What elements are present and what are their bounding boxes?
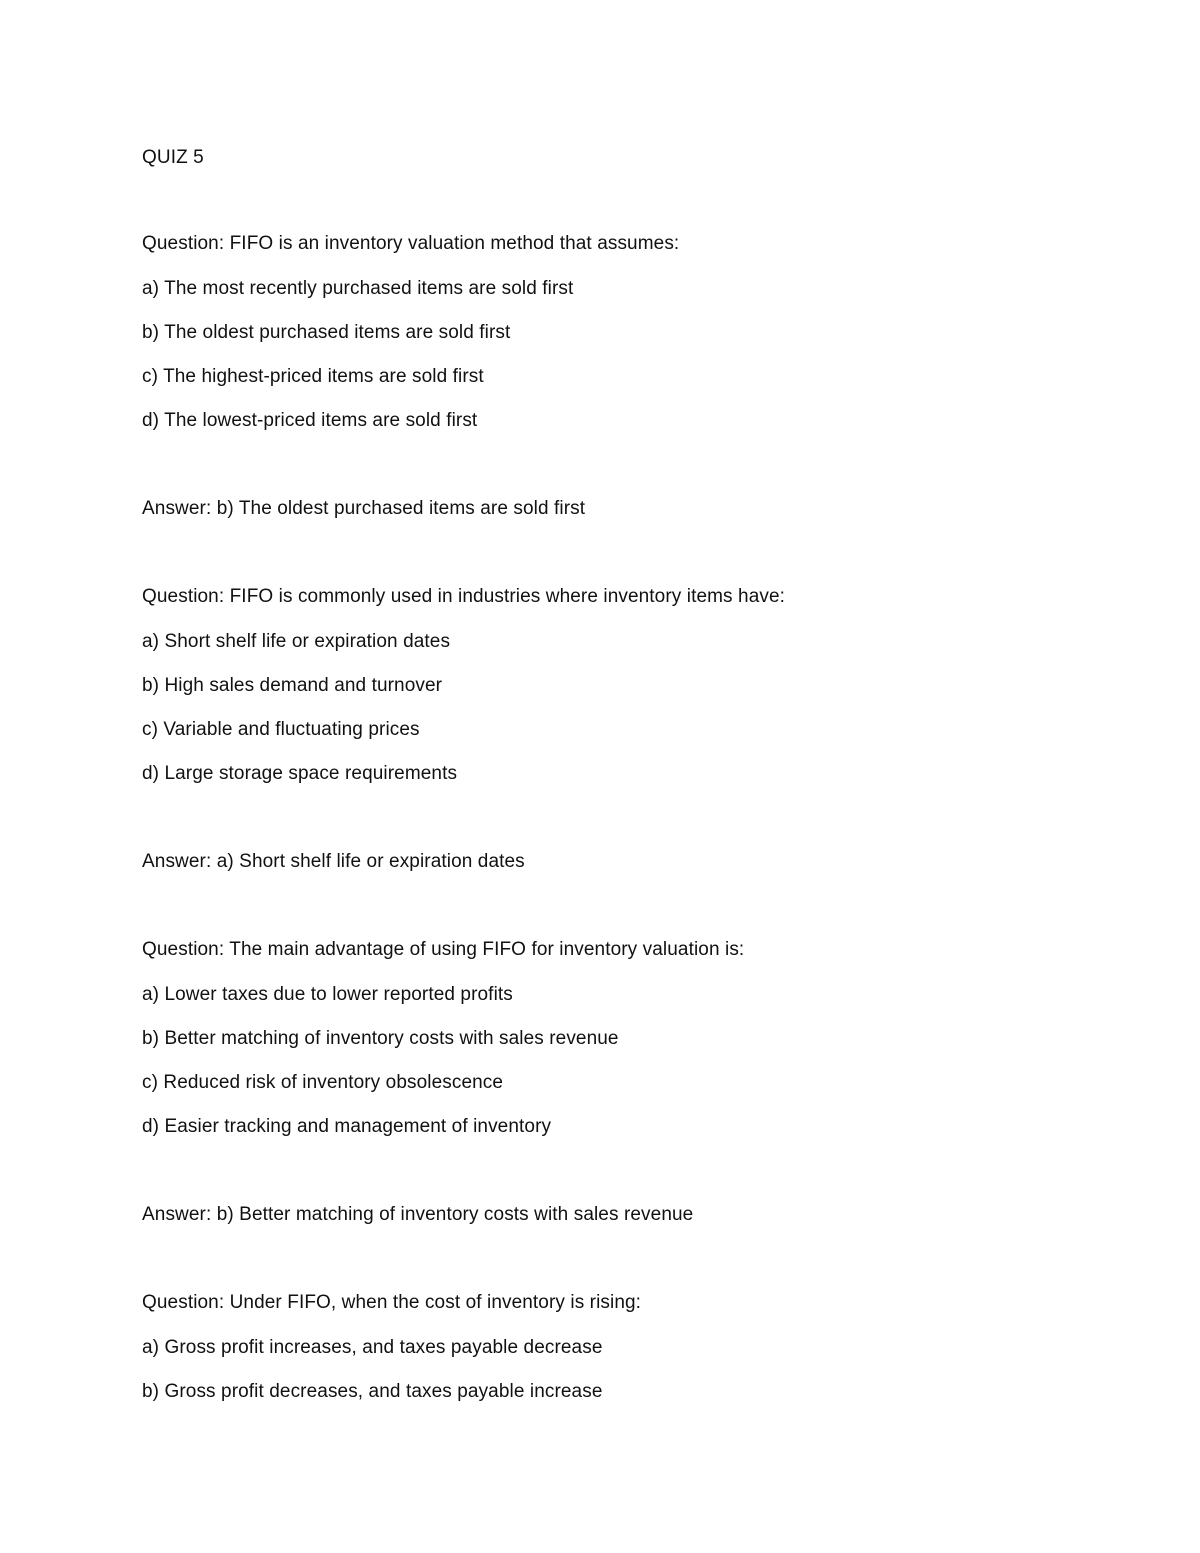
question-1-option-c: c) The highest-priced items are sold first (142, 366, 484, 387)
question-3-option-b: b) Better matching of inventory costs with sales revenue (142, 1028, 619, 1049)
question-4-option-a: a) Gross profit increases, and taxes payable decrease (142, 1337, 603, 1358)
question-4-option-b: b) Gross profit decreases, and taxes payable increase (142, 1381, 603, 1402)
question-1-option-b: b) The oldest purchased items are sold first (142, 322, 511, 343)
question-1-text: Question: FIFO is an inventory valuation method that assumes: (142, 233, 680, 254)
question-1-answer: Answer: b) The oldest purchased items are sold first (142, 498, 586, 519)
question-3-option-c: c) Reduced risk of inventory obsolescence (142, 1072, 504, 1093)
question-4-text: Question: Under FIFO, when the cost of inventory is rising: (142, 1292, 642, 1313)
question-3-answer: Answer: b) Better matching of inventory costs with sales revenue (142, 1204, 694, 1225)
question-1-option-d: d) The lowest-priced items are sold first (142, 410, 478, 431)
question-3-option-d: d) Easier tracking and management of inventory (142, 1116, 552, 1137)
question-2-option-a: a) Short shelf life or expiration dates (142, 631, 451, 652)
question-2-answer: Answer: a) Short shelf life or expiration dates (142, 851, 525, 872)
question-1-option-a: a) The most recently purchased items are sold first (142, 278, 574, 299)
question-2-option-b: b) High sales demand and turnover (142, 675, 443, 696)
question-2-option-d: d) Large storage space requirements (142, 763, 458, 784)
question-2-text: Question: FIFO is commonly used in industries where inventory items have: (142, 586, 786, 607)
document-title: QUIZ 5 (142, 147, 204, 168)
question-3-option-a: a) Lower taxes due to lower reported profits (142, 984, 513, 1005)
question-2-option-c: c) Variable and fluctuating prices (142, 719, 420, 740)
question-3-text: Question: The main advantage of using FIFO for inventory valuation is: (142, 939, 745, 960)
